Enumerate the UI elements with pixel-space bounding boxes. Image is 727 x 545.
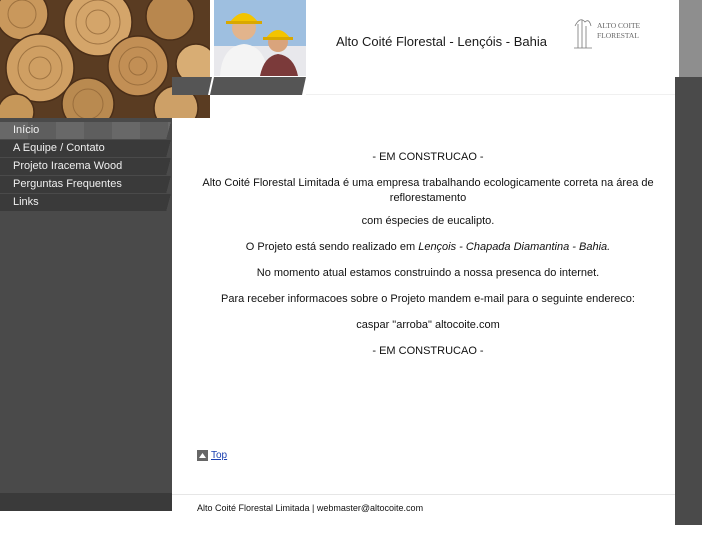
header-tab-strip xyxy=(172,77,680,95)
project-location: Lençois - Chapada Diamantina - Bahia. xyxy=(418,241,611,253)
logo-line2: FLORESTAL xyxy=(597,31,639,40)
nav-item-equipe-contato[interactable] xyxy=(0,140,172,157)
contact-note: Para receber informacoes sobre o Projeto mandem e-mail para o seguinte endereco: xyxy=(221,293,635,305)
nav-item-label: Início xyxy=(13,124,40,136)
nav-item-perguntas-frequentes[interactable] xyxy=(0,176,172,193)
tab-strip-shape xyxy=(172,77,680,95)
back-to-top[interactable] xyxy=(197,450,227,461)
nav-item-label: Projeto Iracema Wood xyxy=(13,160,123,172)
intro-text-continued: com éspecies de eucalipto. xyxy=(361,215,495,227)
arrow-up-icon[interactable] xyxy=(197,450,208,461)
main-nav xyxy=(0,122,172,212)
top-link[interactable]: Top xyxy=(211,450,228,461)
sidebar xyxy=(0,118,172,511)
footer-text: Alto Coité Florestal Limitada | webmaster@altocoite.com xyxy=(197,503,424,513)
project-location-text xyxy=(196,240,660,255)
nav-item-label: Links xyxy=(13,196,39,208)
nav-item-label: Perguntas Frequentes xyxy=(13,178,122,190)
nav-item-inicio[interactable] xyxy=(0,122,172,139)
engineers-photo xyxy=(214,0,306,76)
construction-notice-top: - EM CONSTRUCAO - xyxy=(372,151,484,163)
tree-logo-icon xyxy=(572,14,666,52)
logo-line1: ALTO COITE xyxy=(597,21,641,30)
nav-item-label: A Equipe / Contato xyxy=(13,142,105,154)
contact-email: caspar "arroba" altocoite.com xyxy=(356,319,500,331)
right-rail xyxy=(675,77,702,525)
engineers-illustration xyxy=(214,0,306,76)
nav-item-links[interactable] xyxy=(0,194,172,211)
page-title: Alto Coité Florestal - Lençóis - Bahia xyxy=(336,34,547,49)
building-note: No momento atual estamos construindo a nossa presenca do internet. xyxy=(256,267,600,279)
construction-notice-bottom: - EM CONSTRUCAO - xyxy=(372,345,484,357)
intro-text: Alto Coité Florestal Limitada é uma empresa trabalhando ecologicamente correta na área de reflorestamento xyxy=(202,177,654,204)
header-panel xyxy=(310,0,678,78)
company-logo xyxy=(572,14,666,52)
header-right-edge xyxy=(679,0,702,77)
project-prefix: O Projeto está sendo realizado em xyxy=(245,241,416,253)
nav-item-projeto-iracema-wood[interactable] xyxy=(0,158,172,175)
log-pile-illustration xyxy=(0,0,210,118)
logs-banner-image xyxy=(0,0,210,118)
footer-divider xyxy=(172,494,675,495)
main-content xyxy=(196,150,660,370)
sidebar-footer-bar xyxy=(0,493,172,511)
